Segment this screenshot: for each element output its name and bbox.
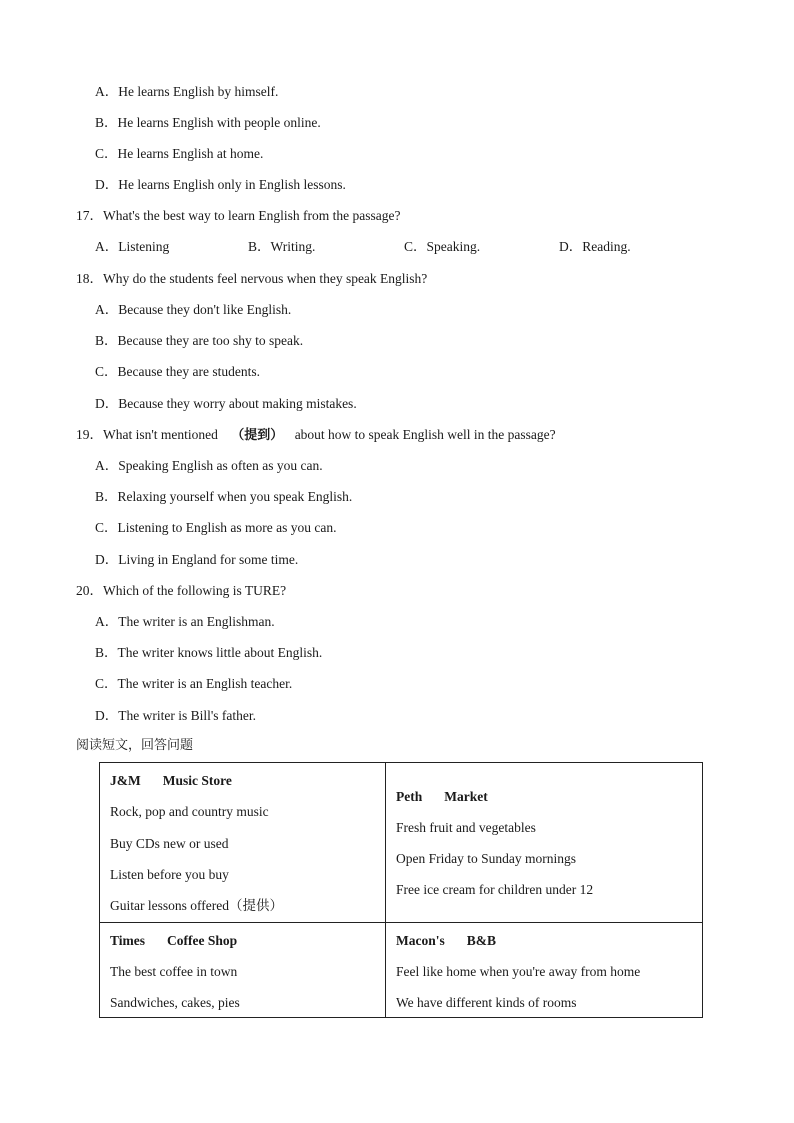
ads-table — [99, 762, 703, 1018]
ad-bnb — [386, 923, 702, 1017]
q17-option-d: D．Reading. — [559, 239, 631, 254]
q19-option-d: D．Living in England for some time. — [95, 552, 299, 567]
ad-music-store-line: Buy CDs new or used — [110, 836, 229, 851]
q19-option-c: C．Listening to English as more as you can. — [95, 520, 337, 535]
ad-market-title: Peth Market — [396, 789, 488, 804]
ad-market-line: Free ice cream for children under 12 — [396, 882, 594, 897]
ad-bnb-title: Macon's B&B — [396, 933, 497, 948]
q20-option-a: A．The writer is an Englishman. — [95, 614, 275, 629]
q17-option-b: B．Writing. — [248, 239, 316, 254]
ad-music-store — [100, 763, 385, 922]
q16-option-c: C．He learns English at home. — [95, 146, 264, 161]
q18-option-a: A．Because they don't like English. — [95, 302, 292, 317]
q16-option-d: D．He learns English only in English lessons. — [95, 177, 346, 192]
q16-option-a: A．He learns English by himself. — [95, 84, 279, 99]
q18-question: 18．Why do the students feel nervous when they speak English? — [76, 271, 428, 286]
q16-option-b: B．He learns English with people online. — [95, 115, 321, 130]
ad-coffee-shop-title: Times Coffee Shop — [110, 933, 238, 948]
ad-coffee-shop-line: The best coffee in town — [110, 964, 238, 979]
q20-option-c: C．The writer is an English teacher. — [95, 676, 293, 691]
ad-coffee-shop — [100, 923, 385, 1017]
q17-question: 17．What's the best way to learn English from the passage? — [76, 208, 401, 223]
q19-question-end: about how to speak English well in the passage? — [294, 427, 556, 442]
ad-music-store-line: Guitar lessons offered（提供） — [110, 898, 283, 913]
q18-option-b: B．Because they are too shy to speak. — [95, 333, 304, 348]
q19-question-start: 19．What isn't mentioned — [76, 427, 218, 442]
ad-bnb-line: We have different kinds of rooms — [396, 995, 577, 1010]
ad-music-store-title: J&M Music Store — [110, 773, 232, 788]
q19-question-zh: （提到） — [231, 428, 284, 443]
q17-option-a: A．Listening — [95, 239, 170, 254]
q17-option-c: C．Speaking. — [404, 239, 481, 254]
reading-heading: 阅读短文，回答问题 — [76, 738, 194, 753]
q20-option-b: B．The writer knows little about English. — [95, 645, 323, 660]
q18-option-c: C．Because they are students. — [95, 364, 260, 379]
q19-option-b: B．Relaxing yourself when you speak English. — [95, 489, 353, 504]
ad-music-store-line: Rock, pop and country music — [110, 804, 269, 819]
ad-market-line: Fresh fruit and vegetables — [396, 820, 536, 835]
ad-coffee-shop-line: Sandwiches, cakes, pies — [110, 995, 240, 1010]
q17-options — [95, 238, 735, 256]
q18-option-d: D．Because they worry about making mistakes. — [95, 396, 357, 411]
q20-option-d: D．The writer is Bill's father. — [95, 708, 257, 723]
ad-market — [386, 763, 702, 922]
q20-question: 20．Which of the following is TURE? — [76, 583, 287, 598]
q19-option-a: A．Speaking English as often as you can. — [95, 458, 323, 473]
ad-music-store-line: Listen before you buy — [110, 867, 229, 882]
q19-question — [76, 426, 556, 445]
ad-market-line: Open Friday to Sunday mornings — [396, 851, 576, 866]
ad-bnb-line: Feel like home when you're away from home — [396, 964, 641, 979]
